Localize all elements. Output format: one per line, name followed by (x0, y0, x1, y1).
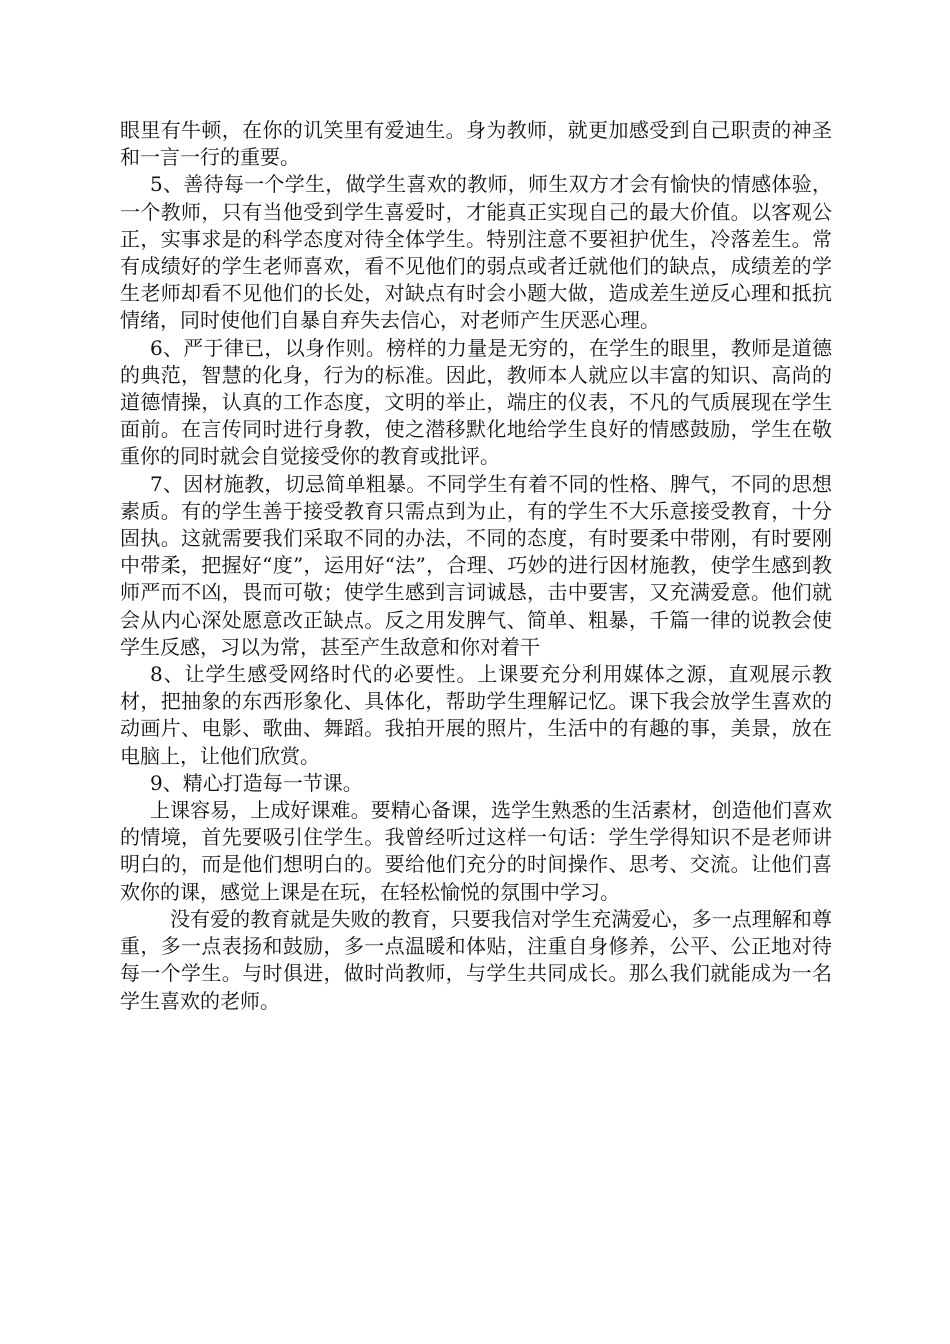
paragraph-continuation: 眼里有牛顿，在你的讥笑里有爱迪生。身为教师，就更加感受到自己职责的神圣和一言一行的重要。 (120, 118, 832, 170)
paragraph-item-9: 9、精心打造每一节课。 (150, 770, 363, 795)
paragraph-item-6: 6、严于律已，以身作则。榜样的力量是无穷的，在学生的眼里，教师是道德的典范，智慧的化身，行为的标准。因此，教师本人就应以丰富的知识、高尚的道德情操，认真的工作态度，文明的举止，端庄的仪表，不凡的气质展现在学生面前。在言传同时进行身教，使之潜移默化地给学生良好的情感鼓励，学生在敬重你的同时就会自觉接受你的教育或批评。 (120, 335, 832, 469)
paragraph-lesson: 上课容易，上成好课难。要精心备课，选学生熟悉的生活素材，创造他们喜欢的情境，首先要吸引住学生。我曾经听过这样一句话：学生学得知识不是老师讲明白的，而是他们想明白的。要给他们充分的时间操作、思考、交流。让他们喜欢你的课，感觉上课是在玩，在轻松愉悦的氛围中学习。 (120, 798, 832, 904)
body-text (120, 117, 832, 1015)
paragraph-item-7: 7、因材施教，切忌简单粗暴。不同学生有着不同的性格、脾气，不同的思想素质。有的学生善于接受教育只需点到为止，有的学生不大乐意接受教育，十分固执。这就需要我们采取不同的办法，不同的态度，有时要柔中带刚，有时要刚中带柔，把握好“度”，运用好“法”，合理、巧妙的进行因材施教，使学生感到教师严而不凶，畏而可敬；使学生感到言词诚恳，击中要害，又充满爱意。他们就会从内心深处愿意改正缺点。反之用发脾气、简单、粗暴，千篇一律的说教会使学生反感，习以为常，甚至产生敌意和你对着干 (120, 471, 832, 659)
paragraph-item-8: 8、让学生感受网络时代的必要性。上课要充分利用媒体之源，直观展示教材，把抽象的东西形象化、具体化，帮助学生理解记忆。课下我会放学生喜欢的动画片、电影、歌曲、舞蹈。我拍开展的照片，生活中的有趣的事，美景，放在电脑上，让他们欣赏。 (120, 662, 832, 768)
paragraph-conclusion: 没有爱的教育就是失败的教育，只要我信对学生充满爱心，多一点理解和尊重，多一点表扬和鼓励，多一点温暖和体贴，注重自身修养，公平、公正地对待每一个学生。与时俱进，做时尚教师，与学生共同成长。那么我们就能成为一名学生喜欢的老师。 (120, 906, 832, 1013)
paragraph-item-5: 5、善待每一个学生，做学生喜欢的教师，师生双方才会有愉快的情感体验，一个教师，只有当他受到学生喜爱时，才能真正实现自己的最大价值。以客观公正，实事求是的科学态度对待全体学生。特别注意不要袒护优生，冷落差生。常有成绩好的学生老师喜欢，看不见他们的弱点或者迁就他们的缺点，成绩差的学生老师却看不见他们的长处，对缺点有时会小题大做，造成差生逆反心理和抵抗情绪，同时使他们自暴自弃失去信心，对老师产生厌恶心理。 (120, 172, 832, 333)
